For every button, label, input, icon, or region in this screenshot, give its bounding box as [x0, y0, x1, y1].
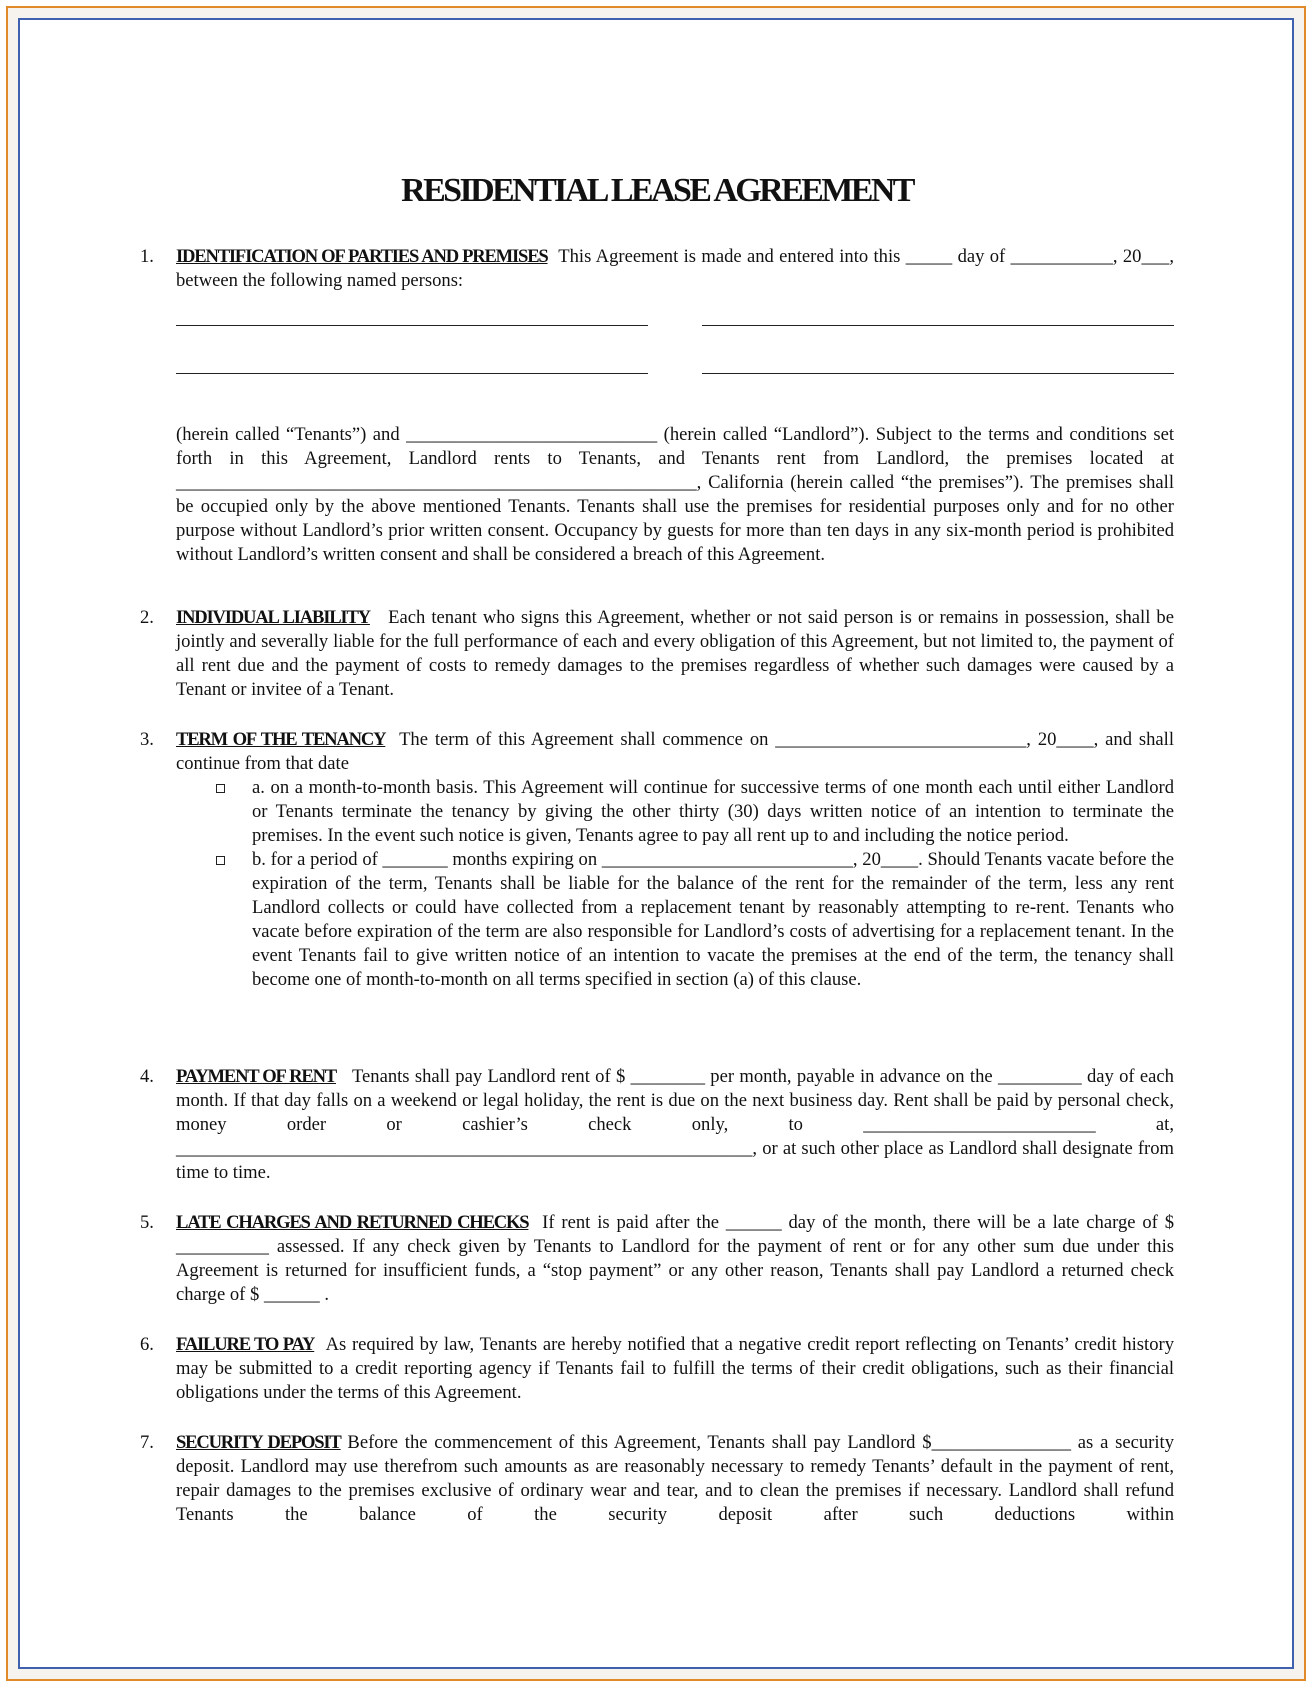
section-number: 3.: [140, 729, 154, 750]
section-7: [140, 1431, 1174, 1527]
section-text: The term of this Agreement shall commence on ___________________________, 20____, and shall continue from that date: [176, 729, 1174, 774]
tenant-name-line[interactable]: [702, 373, 1174, 374]
section-heading: LATE CHARGES AND RETURNED CHECKS: [176, 1212, 529, 1233]
tenant-name-line[interactable]: [176, 373, 648, 374]
section-number: 4.: [140, 1066, 154, 1087]
section-heading: IDENTIFICATION OF PARTIES AND PREMISES: [176, 246, 548, 267]
option-text: a. on a month-to-month basis. This Agreement will continue for successive terms of one month each until either Landlord or Tenants terminate the tenancy by giving the other thirty (30) days written notice of an intention to terminate the premises. In the event such notice is given, Tenants agree to pay all rent up to and including the notice period.: [252, 777, 1174, 846]
section-number: 5.: [140, 1212, 154, 1233]
section-heading: INDIVIDUAL LIABILITY: [176, 607, 370, 628]
section-number: 1.: [140, 246, 154, 267]
section-text: (herein called “Tenants”) and ___________________________ (herein called “Landlord”). Subject to the terms and conditions set forth in this Agreement, Landlord rents to Tenants, and Tenants rent from Landlord, the premises located at ________________________________________________________, California (herein called “the premises”). The premises shall be occupied only by the above mentioned Tenants. Tenants shall use the premises for residential purposes only and for no other purpose without Landlord’s prior written consent. Occupancy by guests for more than ten days in any six-month period is prohibited without Landlord’s written consent and shall be considered a breach of this Agreement.: [176, 424, 1174, 565]
section-number: 7.: [140, 1432, 154, 1453]
checkbox-icon[interactable]: [216, 856, 225, 865]
section-text: Each tenant who signs this Agreement, whether or not said person is or remains in possession, shall be jointly and severally liable for the full performance of each and every obligation of this Agreement, but not limited to, the payment of all rent due and the payment of costs to remedy damages to the premises regardless of whether such damages were caused by a Tenant or invitee of a Tenant.: [176, 607, 1174, 700]
tenant-signature-lines-row-1: [176, 307, 1174, 355]
section-6: [140, 1333, 1174, 1405]
section-number: 6.: [140, 1334, 154, 1355]
section-text: This Agreement is made and entered into this _____ day of ___________, 20___, between the following named persons:: [176, 246, 1175, 291]
document-title: RESIDENTIAL LEASE AGREEMENT: [401, 172, 913, 209]
section-1: [140, 245, 1174, 567]
section-2: [140, 606, 1174, 702]
section-4: [140, 1065, 1174, 1185]
section-heading: SECURITY DEPOSIT: [176, 1432, 341, 1453]
section-text: If rent is paid after the ______ day of the month, there will be a late charge of $ __________ assessed. If any check given by Tenants to Landlord for the payment of rent or for any other sum due under this Agreement is returned for insufficient funds, a “stop payment” or any other reason, Tenants shall pay Landlord a returned check charge of $ ______ .: [176, 1212, 1175, 1305]
section-text: Before the commencement of this Agreement, Tenants shall pay Landlord $_______________ as a security deposit. Landlord may use therefrom such amounts as are reasonably necessary to remedy Tenants’ default in the payment of rent, repair damages to the premises exclusive of ordinary wear and tear, and to clean the premises if necessary. Landlord shall refund Tenants the balance of the security deposit after such deductions within: [176, 1432, 1174, 1525]
section-heading: TERM OF THE TENANCY: [176, 729, 386, 750]
section-5: [140, 1211, 1174, 1307]
option-text: b. for a period of _______ months expiring on ___________________________, 20____. Should Tenants vacate before the expiration of the term, Tenants shall be liable for the balance of the rent for the remainder of the term, less any rent Landlord collects or could have collected from a replacement tenant by reasonably attempting to re-rent. Tenants who vacate before expiration of the term are also responsible for Landlord’s costs of advertising for a replacement tenant. In the event Tenants fail to give written notice of an intention to vacate the premises at the end of the term, the tenancy shall become one of month-to-month on all terms specified in section (a) of this clause.: [252, 849, 1174, 990]
section-text: Tenants shall pay Landlord rent of $ ________ per month, payable in advance on the _________ day of each month. If that day falls on a weekend or legal holiday, the rent is due on the next business day. Rent shall be paid by personal check, money order or cashier’s check only, to _________________________ at, ______________________________________________________________, or at such other place as Landlord shall designate from time to time.: [176, 1066, 1174, 1183]
section-number: 2.: [140, 607, 154, 628]
section-heading: FAILURE TO PAY: [176, 1334, 315, 1355]
term-option-a[interactable]: [252, 776, 1174, 848]
checkbox-icon[interactable]: [216, 784, 225, 793]
tenant-name-line[interactable]: [176, 325, 648, 326]
tenant-signature-lines-row-2: [176, 355, 1174, 403]
section-3: [140, 728, 1174, 992]
section-heading: PAYMENT OF RENT: [176, 1066, 337, 1087]
section-text: As required by law, Tenants are hereby notified that a negative credit report reflecting on Tenants’ credit history may be submitted to a credit reporting agency if Tenants fail to fulfill the terms of their credit obligations, such as their financial obligations under the terms of this Agreement.: [176, 1334, 1174, 1403]
tenant-name-line[interactable]: [702, 325, 1174, 326]
term-option-b[interactable]: [252, 848, 1174, 992]
